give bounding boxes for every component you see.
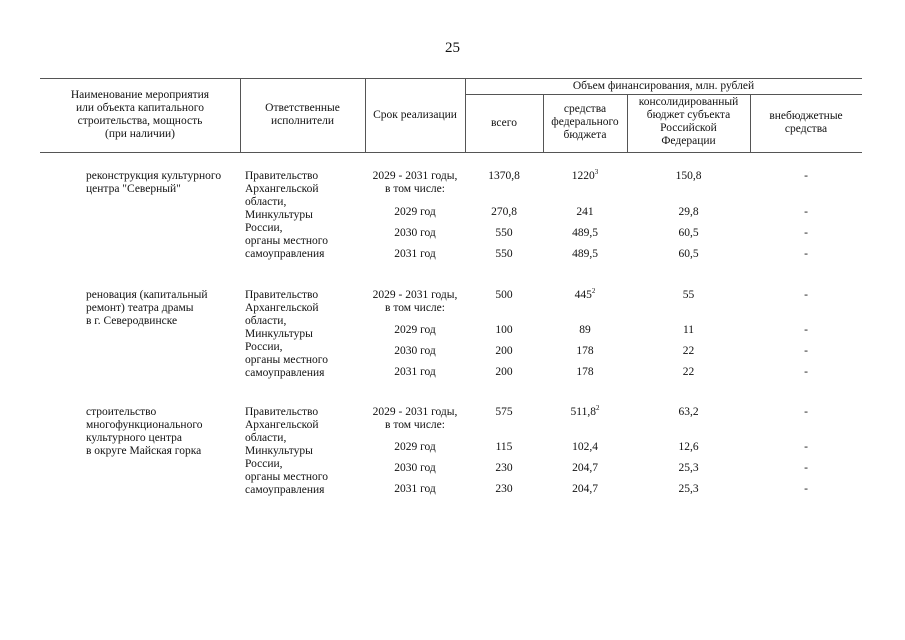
project-name: строительство многофункционального культурного центра в округе Майская горка xyxy=(86,406,203,457)
federal-cell: 489,5 xyxy=(572,248,598,260)
extra-cell: - xyxy=(804,406,808,418)
regional-cell: 63,2 xyxy=(678,406,699,418)
total-cell: 230 xyxy=(495,483,513,495)
regional-cell: 11 xyxy=(682,324,695,336)
header-regional: консолидированный бюджет субъекта Российской Федерации xyxy=(638,96,739,147)
federal-cell: 204,7 xyxy=(572,462,598,474)
regional-cell: 12,6 xyxy=(678,441,699,453)
regional-cell: 22 xyxy=(682,366,695,378)
federal-cell: 102,4 xyxy=(572,441,598,453)
regional-cell: 60,5 xyxy=(678,227,699,239)
total-cell: 550 xyxy=(495,248,513,260)
extra-cell: - xyxy=(804,462,808,474)
term-cell: 2031 год xyxy=(394,483,436,495)
regional-cell: 55 xyxy=(682,289,695,301)
project-name: реновация (капитальный ремонт) театра драмы в г. Северодвинске xyxy=(86,289,208,327)
total-cell: 550 xyxy=(495,227,513,239)
extra-cell: - xyxy=(804,248,808,260)
extra-cell: - xyxy=(804,441,808,453)
federal-cell: 178 xyxy=(576,345,594,357)
table-header-bottom-rule xyxy=(40,152,862,153)
regional-cell: 150,8 xyxy=(675,170,702,182)
federal-cell: 178 xyxy=(576,366,594,378)
total-cell: 575 xyxy=(495,406,513,418)
page-number: 25 xyxy=(445,40,460,56)
project-name: реконструкция культурного центра "Северный" xyxy=(86,170,222,195)
total-cell: 200 xyxy=(495,366,513,378)
regional-cell: 22 xyxy=(682,345,695,357)
term-cell: 2029 - 2031 годы, в том числе: xyxy=(372,289,458,314)
header-name: Наименование мероприятия или объекта капитального строительства, мощность (при наличии) xyxy=(70,89,210,140)
total-cell: 1370,8 xyxy=(488,170,520,182)
header-total: всего xyxy=(491,117,517,129)
extra-cell: - xyxy=(804,227,808,239)
total-cell: 500 xyxy=(495,289,513,301)
term-cell: 2030 год xyxy=(394,227,436,239)
federal-cell: 489,5 xyxy=(572,227,598,239)
term-cell: 2029 - 2031 годы, в том числе: xyxy=(372,170,458,195)
total-cell: 100 xyxy=(495,324,513,336)
term-cell: 2029 год xyxy=(394,324,436,336)
regional-cell: 25,3 xyxy=(678,483,699,495)
extra-cell: - xyxy=(804,345,808,357)
extra-cell: - xyxy=(804,170,808,182)
total-cell: 115 xyxy=(495,441,513,453)
federal-cell: 241 xyxy=(576,206,594,218)
term-cell: 2031 год xyxy=(394,248,436,260)
header-federal: средства федерального бюджета xyxy=(551,103,619,141)
extra-cell: - xyxy=(804,206,808,218)
federal-cell: $445^2$ xyxy=(574,287,596,301)
term-cell: 2029 год xyxy=(394,441,436,453)
extra-cell: - xyxy=(804,483,808,495)
footnote-mark: 2 xyxy=(595,404,600,413)
term-cell: 2030 год xyxy=(394,462,436,474)
extra-cell: - xyxy=(804,289,808,301)
footnote-mark: 3 xyxy=(594,168,599,177)
term-cell: 2031 год xyxy=(394,366,436,378)
header-extra: внебюджетные средства xyxy=(769,110,843,135)
header-funding: Объем финансирования, млн. рублей xyxy=(572,80,755,92)
project-executors: Правительство Архангельской области, Минкультуры России, органы местного самоуправления xyxy=(245,170,328,260)
regional-cell: 60,5 xyxy=(678,248,699,260)
header-executors: Ответственные исполнители xyxy=(265,102,340,127)
header-term: Срок реализации xyxy=(373,109,457,121)
total-cell: 270,8 xyxy=(491,206,517,218)
federal-cell: 511,8$^2$ xyxy=(570,404,600,418)
federal-cell: 1220$^3$ xyxy=(571,168,599,182)
extra-cell: - xyxy=(804,324,808,336)
regional-cell: 25,3 xyxy=(678,462,699,474)
extra-cell: - xyxy=(804,366,808,378)
federal-cell: 89 xyxy=(579,324,591,336)
total-cell: 200 xyxy=(495,345,513,357)
footnote-mark: 2 xyxy=(591,287,596,296)
regional-cell: 29,8 xyxy=(678,206,699,218)
table-top-rule xyxy=(40,78,862,79)
term-cell: 2029 - 2031 годы, в том числе: xyxy=(372,406,458,431)
term-cell: 2030 год xyxy=(394,345,436,357)
federal-cell: 204,7 xyxy=(572,483,598,495)
funding-sub-rule xyxy=(465,94,862,95)
project-executors: Правительство Архангельской области, Минкультуры России, органы местного самоуправления xyxy=(245,406,328,496)
project-executors: Правительство Архангельской области, Минкультуры России, органы местного самоуправления xyxy=(245,289,328,379)
term-cell: 2029 год xyxy=(394,206,436,218)
total-cell: 230 xyxy=(495,462,513,474)
